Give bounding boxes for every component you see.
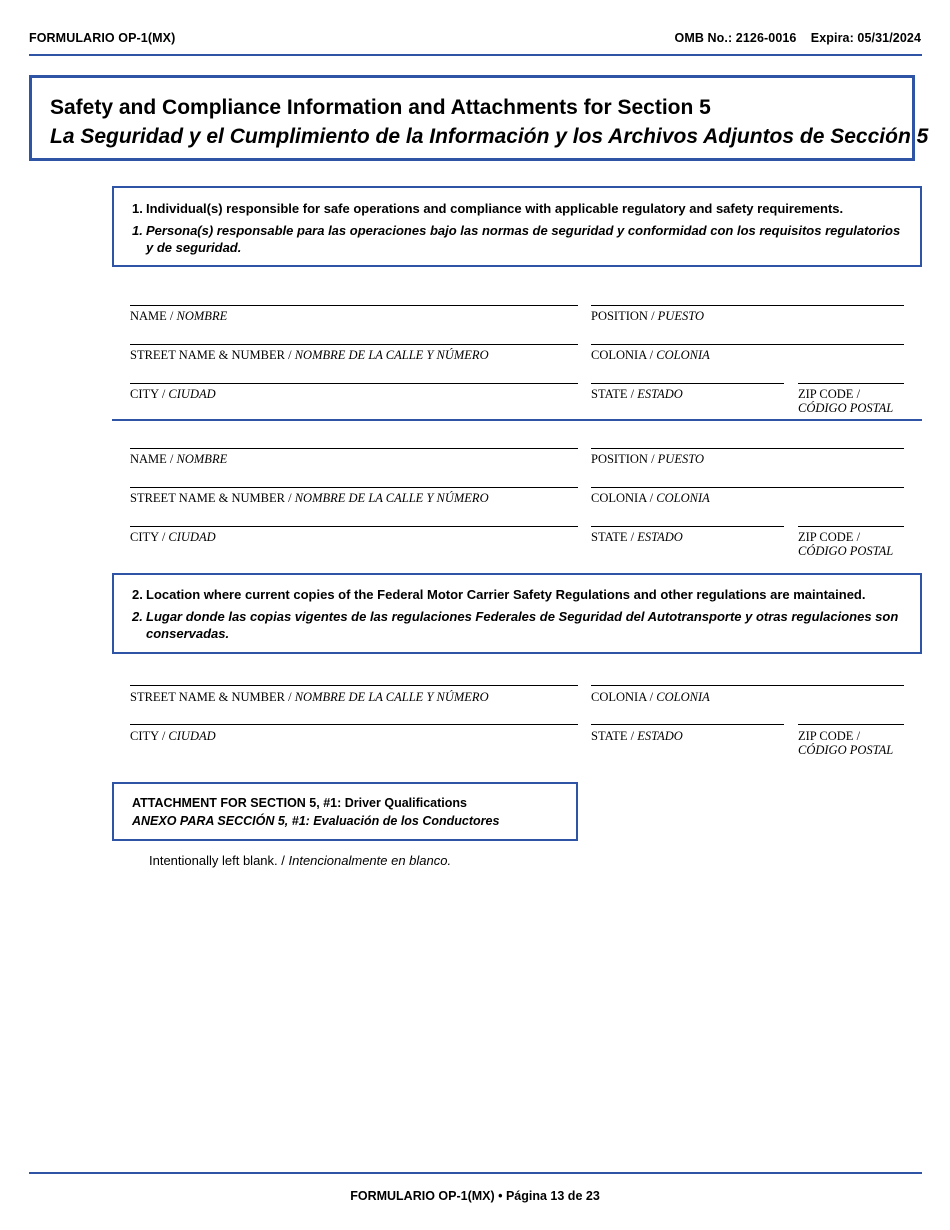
- colonia-field-2[interactable]: [591, 487, 904, 488]
- zip-label-3: ZIP CODE / CÓDIGO POSTAL: [798, 729, 894, 757]
- city-label-2: CITY / CIUDAD: [130, 530, 216, 544]
- city-field-1[interactable]: [130, 383, 578, 384]
- colonia-field-1[interactable]: [591, 344, 904, 345]
- state-label-3: STATE / ESTADO: [591, 729, 683, 743]
- city-label-3: CITY / CIUDAD: [130, 729, 216, 743]
- city-label-1: CITY / CIUDAD: [130, 387, 216, 401]
- page-footer: FORMULARIO OP-1(MX) • Página 13 de 23: [350, 1189, 600, 1203]
- section-title-es: La Seguridad y el Cumplimiento de la Información y los Archivos Adjuntos de Sección 5: [50, 125, 929, 148]
- state-field-1[interactable]: [591, 383, 784, 384]
- header-rule: [29, 54, 922, 56]
- zip-label-1: ZIP CODE / CÓDIGO POSTAL: [798, 387, 894, 415]
- position-label-1: POSITION / PUESTO: [591, 309, 704, 323]
- expiration-date: Expira: 05/31/2024: [810, 31, 921, 45]
- omb-number: OMB No.: 2126-0016: [674, 31, 797, 45]
- person-divider: [112, 419, 922, 421]
- position-field-1[interactable]: [591, 305, 904, 306]
- zip-field-3[interactable]: [798, 724, 904, 725]
- city-field-2[interactable]: [130, 526, 578, 527]
- attachment-box: [112, 782, 578, 841]
- state-label-2: STATE / ESTADO: [591, 530, 683, 544]
- zip-label-2: ZIP CODE / CÓDIGO POSTAL: [798, 530, 894, 558]
- name-field-1[interactable]: [130, 305, 578, 306]
- question-2-box: [112, 573, 922, 654]
- blank-note: Intentionally left blank. / Intencionalmente en blanco.: [149, 853, 452, 868]
- state-field-2[interactable]: [591, 526, 784, 527]
- zip-field-2[interactable]: [798, 526, 904, 527]
- street-label-1: STREET NAME & NUMBER / NOMBRE DE LA CALLE Y NÚMERO: [130, 348, 489, 362]
- street-field-1[interactable]: [130, 344, 578, 345]
- footer-rule: [29, 1172, 922, 1174]
- question-1-en: 1. Individual(s) responsible for safe operations and compliance with applicable regulatory and safety requirements.: [132, 201, 844, 216]
- omb-info: [675, 31, 922, 45]
- street-field-2[interactable]: [130, 487, 578, 488]
- question-1-es: 1. Persona(s) responsable para las operaciones bajo las normas de seguridad y conformidad con los requisitos regulatorios y de seguridad.: [132, 223, 901, 255]
- form-id: FORMULARIO OP-1(MX): [29, 31, 176, 45]
- state-field-3[interactable]: [591, 724, 784, 725]
- section-title-en: Safety and Compliance Information and Attachments for Section 5: [50, 96, 711, 119]
- section-title-box: [29, 75, 929, 161]
- attachment-title-es: ANEXO PARA SECCIÓN 5, #1: Evaluación de los Conductores: [132, 814, 500, 828]
- street-label-3: STREET NAME & NUMBER / NOMBRE DE LA CALLE Y NÚMERO: [130, 690, 489, 704]
- name-field-2[interactable]: [130, 448, 578, 449]
- colonia-field-3[interactable]: [591, 685, 904, 686]
- colonia-label-3: COLONIA / COLONIA: [591, 690, 710, 704]
- street-label-2: STREET NAME & NUMBER / NOMBRE DE LA CALLE Y NÚMERO: [130, 491, 489, 505]
- question-2-es: 2. Lugar donde las copias vigentes de las regulaciones Federales de Seguridad del Autotransporte y otras regulaciones son conservadas.: [132, 609, 899, 641]
- colonia-label-1: COLONIA / COLONIA: [591, 348, 710, 362]
- attachment-title-en: ATTACHMENT FOR SECTION 5, #1: Driver Qualifications: [132, 796, 467, 810]
- city-field-3[interactable]: [130, 724, 578, 725]
- street-field-3[interactable]: [130, 685, 578, 686]
- question-2-en: 2. Location where current copies of the Federal Motor Carrier Safety Regulations and other regulations are maintained.: [132, 587, 866, 602]
- state-label-1: STATE / ESTADO: [591, 387, 683, 401]
- colonia-label-2: COLONIA / COLONIA: [591, 491, 710, 505]
- name-label-2: NAME / NOMBRE: [130, 452, 228, 466]
- question-1-box: [112, 186, 922, 267]
- position-field-2[interactable]: [591, 448, 904, 449]
- name-label-1: NAME / NOMBRE: [130, 309, 228, 323]
- zip-field-1[interactable]: [798, 383, 904, 384]
- position-label-2: POSITION / PUESTO: [591, 452, 704, 466]
